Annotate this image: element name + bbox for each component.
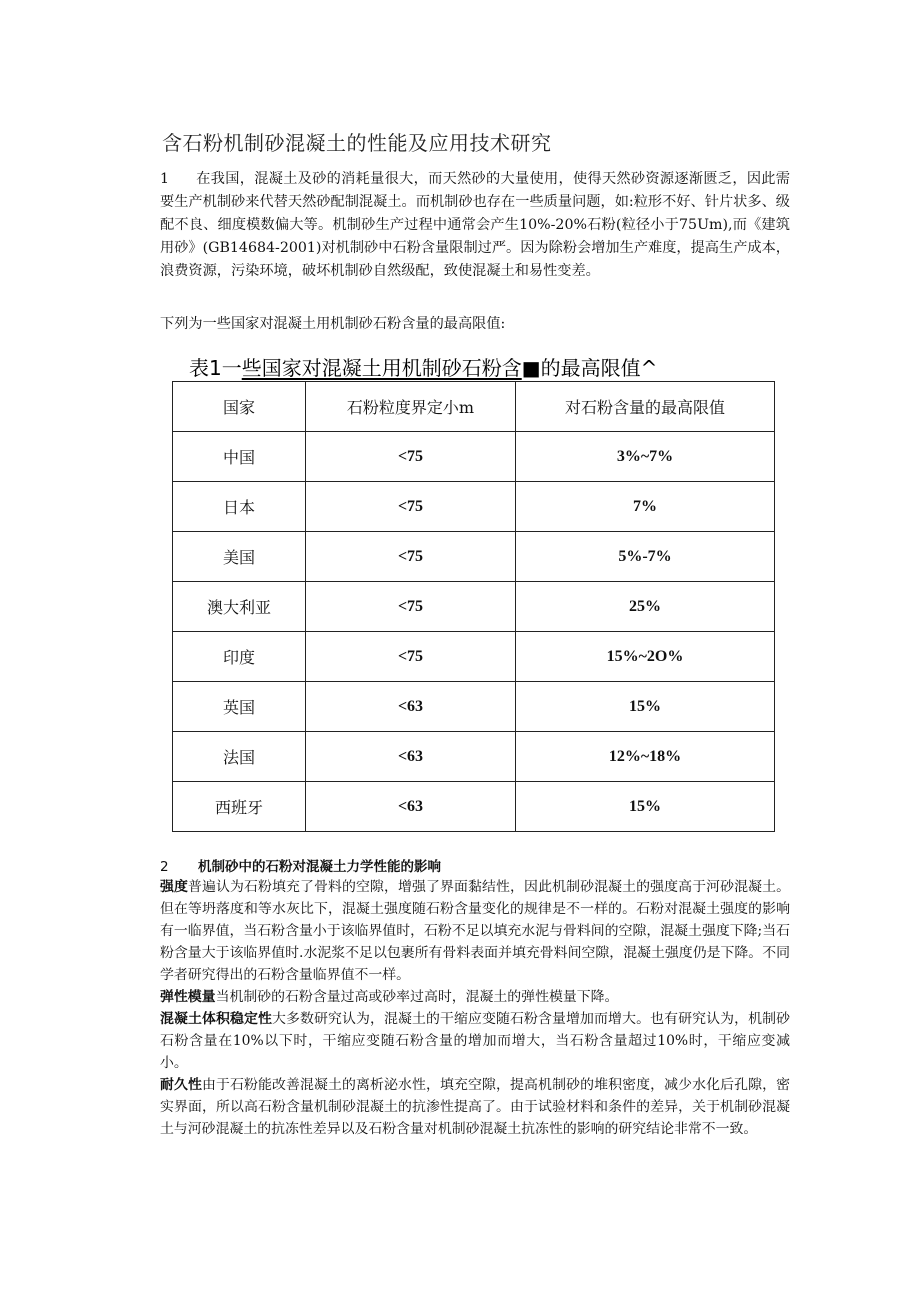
paragraph-strength [160, 876, 790, 986]
header-limit: 对石粉含量的最高限值 [516, 382, 775, 432]
cell-country: 美国 [173, 532, 306, 582]
section-number: 1 [160, 171, 170, 187]
section-heading-text: 机制砂中的石粉对混凝土力学性能的影响 [198, 859, 441, 875]
cell-size: <75 [306, 532, 516, 582]
cell-size: <75 [306, 632, 516, 682]
cell-limit: 5%-7% [516, 532, 775, 582]
table-row [173, 532, 775, 582]
intro-text: 在我国，混凝土及砂的消耗量很大，而天然砂的大量使用，使得天然砂资源逐渐匮乏，因此需要生产机制砂来代替天然砂配制混凝土。而机制砂也存在一些质量问题，如:粒形不好、针片状多、级配不良、细度模数偏大等。机制砂生产过程中通常会产生10%-20%石粉(粒径小于75Um),而《建筑用砂》(GB14684-2001)对机制砂中石粉含量限制过严。因为除粉会增加生产难度，提高生产成本，浪费资源，污染环境，破坏机制砂自然级配，致使混凝土和易性变差。 [160, 171, 790, 279]
paragraph-durability [160, 1074, 790, 1140]
cell-country: 西班牙 [173, 782, 306, 832]
paragraph-text: 普遍认为石粉填充了骨料的空隙，增强了界面黏结性，因此机制砂混凝土的强度高于河砂混凝土。但在等坍落度和等水灰比下，混凝土强度随石粉含量变化的规律是不一样的。石粉对混凝土强度的影响有一临界值，当石粉含量小于该临界值时，石粉不足以填充水泥与骨料间的空隙，混凝土强度下降;当石粉含量大于该临界值时.水泥浆不足以包裹所有骨料表面并填充骨料间空隙，混凝土强度仍是下降。不同学者研究得出的石粉含量临界值不一样。 [160, 879, 790, 983]
table-row [173, 582, 775, 632]
table-caption [189, 352, 657, 381]
paragraph-text: 大多数研究认为，混凝土的干缩应变随石粉含量增加而增大。也有研究认为，机制砂石粉含量在10%以下时，干缩应变随石粉含量的增加而增大，当石粉含量超过10%时，干缩应变减小。 [160, 1011, 790, 1071]
section-number: 2 [160, 859, 169, 875]
header-size: 石粉粒度界定小m [306, 382, 516, 432]
limits-table [172, 381, 775, 832]
cell-size: <63 [306, 732, 516, 782]
cell-country: 英国 [173, 682, 306, 732]
section-2-heading [160, 855, 441, 875]
cell-size: <75 [306, 582, 516, 632]
cell-limit: 15% [516, 682, 775, 732]
caption-prefix: 表1一 [189, 356, 242, 380]
table-row [173, 432, 775, 482]
paragraph-lead: 耐久性 [160, 1077, 203, 1093]
table-row [173, 782, 775, 832]
header-country: 国家 [173, 382, 306, 432]
section-2-body [160, 876, 790, 1140]
paragraph-text: 当机制砂的石粉含量过高或砂率过高时，混凝土的弹性模量下降。 [215, 989, 619, 1005]
cell-country: 日本 [173, 482, 306, 532]
cell-limit: 15% [516, 782, 775, 832]
table-row [173, 732, 775, 782]
intro-paragraph [160, 168, 790, 283]
caption-suffix: ■的最高限值^ [521, 356, 658, 380]
table-row [173, 632, 775, 682]
cell-size: <63 [306, 782, 516, 832]
paragraph-lead: 弹性模量 [160, 989, 216, 1005]
paragraph-lead: 强度 [160, 879, 189, 895]
document-title: 含石粉机制砂混凝土的性能及应用技术研究 [162, 131, 552, 155]
cell-country: 中国 [173, 432, 306, 482]
cell-country: 印度 [173, 632, 306, 682]
table-header-row [173, 382, 775, 432]
caption-underlined: 些国家对混凝土用机制砂石粉含 [241, 356, 522, 380]
paragraph-elastic-modulus [160, 986, 790, 1008]
cell-limit: 25% [516, 582, 775, 632]
cell-limit: 3%~7% [516, 432, 775, 482]
paragraph-volume-stability [160, 1008, 790, 1074]
cell-country: 法国 [173, 732, 306, 782]
cell-size: <63 [306, 682, 516, 732]
cell-size: <75 [306, 482, 516, 532]
paragraph-lead: 混凝土体积稳定性 [160, 1011, 273, 1027]
table-row [173, 682, 775, 732]
cell-limit: 7% [516, 482, 775, 532]
table-lead-in: 下列为一些国家对混凝土用机制砂石粉含量的最高限值: [160, 316, 506, 332]
cell-limit: 12%~18% [516, 732, 775, 782]
paragraph-text: 由于石粉能改善混凝土的离析泌水性，填充空隙，提高机制砂的堆积密度，减少水化后孔隙，密实界面，所以高石粉含量机制砂混凝土的抗渗性提高了。由于试验材料和条件的差异，关于机制砂混凝土与河砂混凝土的抗冻性差异以及石粉含量对机制砂混凝土抗冻性的影响的研究结论非常不一致。 [160, 1077, 790, 1137]
cell-limit: 15%~2O% [516, 632, 775, 682]
table-row [173, 482, 775, 532]
cell-country: 澳大利亚 [173, 582, 306, 632]
cell-size: <75 [306, 432, 516, 482]
